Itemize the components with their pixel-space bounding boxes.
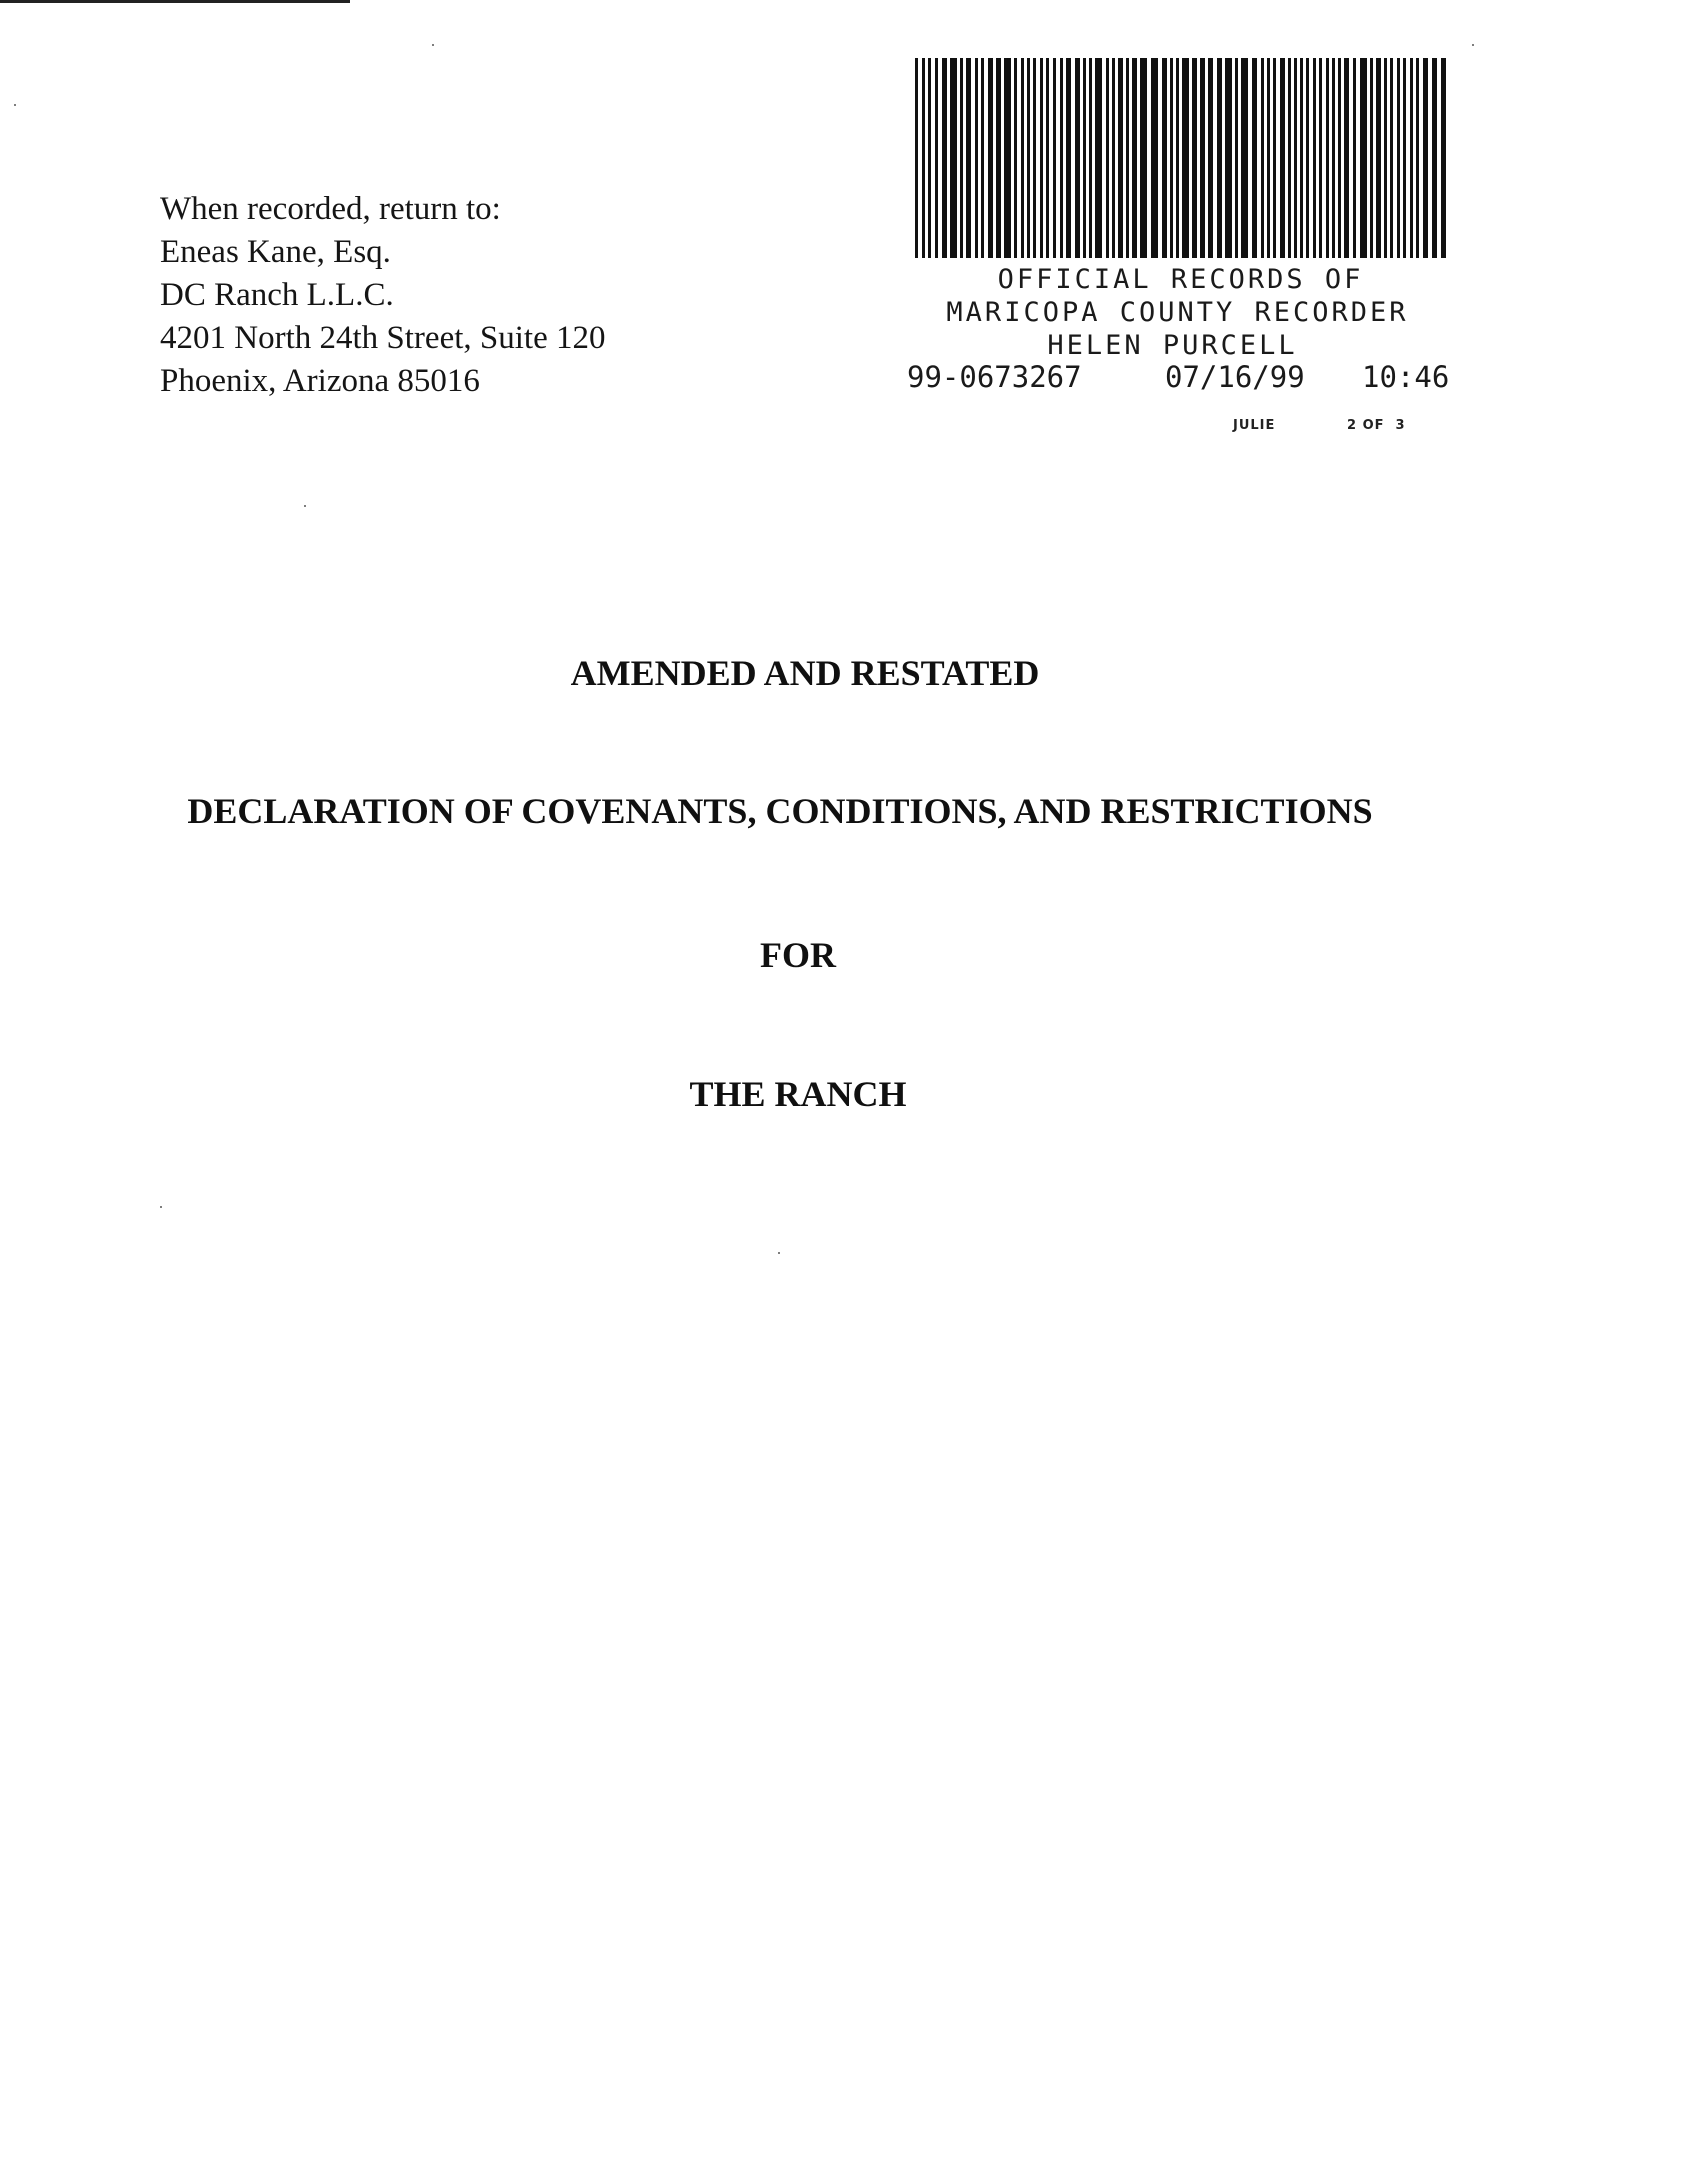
title-for: FOR — [760, 935, 836, 975]
document-number: 99-0673267 — [907, 360, 1082, 394]
scan-speck — [1472, 44, 1474, 46]
stamp-line-recorder-name: HELEN PURCELL — [1047, 330, 1298, 361]
return-address-block — [160, 188, 605, 403]
scan-edge-line — [0, 0, 350, 3]
stamp-line-county-recorder: MARICOPA COUNTY RECORDER — [946, 297, 1409, 328]
stamp-line-official-records: OFFICIAL RECORDS OF — [997, 264, 1364, 295]
recording-date: 07/16/99 — [1165, 360, 1305, 394]
clerk-name: JULIE — [1233, 418, 1276, 433]
scan-speck — [160, 1206, 162, 1208]
return-address-line: DC Ranch L.L.C. — [160, 277, 394, 313]
return-address-line: When recorded, return to: — [160, 191, 501, 227]
return-address-line: Phoenix, Arizona 85016 — [160, 363, 480, 399]
scan-speck — [432, 44, 434, 46]
title-the-ranch: THE RANCH — [689, 1074, 907, 1114]
barcode-icon — [915, 58, 1450, 258]
return-address-line: 4201 North 24th Street, Suite 120 — [160, 320, 606, 356]
recorder-stamp — [905, 58, 1465, 458]
scan-speck — [14, 104, 16, 106]
page-count: 2 OF 3 — [1347, 418, 1406, 433]
return-address-line: Eneas Kane, Esq. — [160, 234, 391, 270]
title-declaration: DECLARATION OF COVENANTS, CONDITIONS, AND RESTRICTIONS — [187, 791, 1373, 831]
scan-speck — [304, 505, 306, 507]
scan-speck — [778, 1252, 780, 1254]
recording-time: 10:46 — [1362, 360, 1450, 394]
stamp-text — [905, 263, 1450, 362]
title-amended-and-restated: AMENDED AND RESTATED — [570, 653, 1040, 693]
